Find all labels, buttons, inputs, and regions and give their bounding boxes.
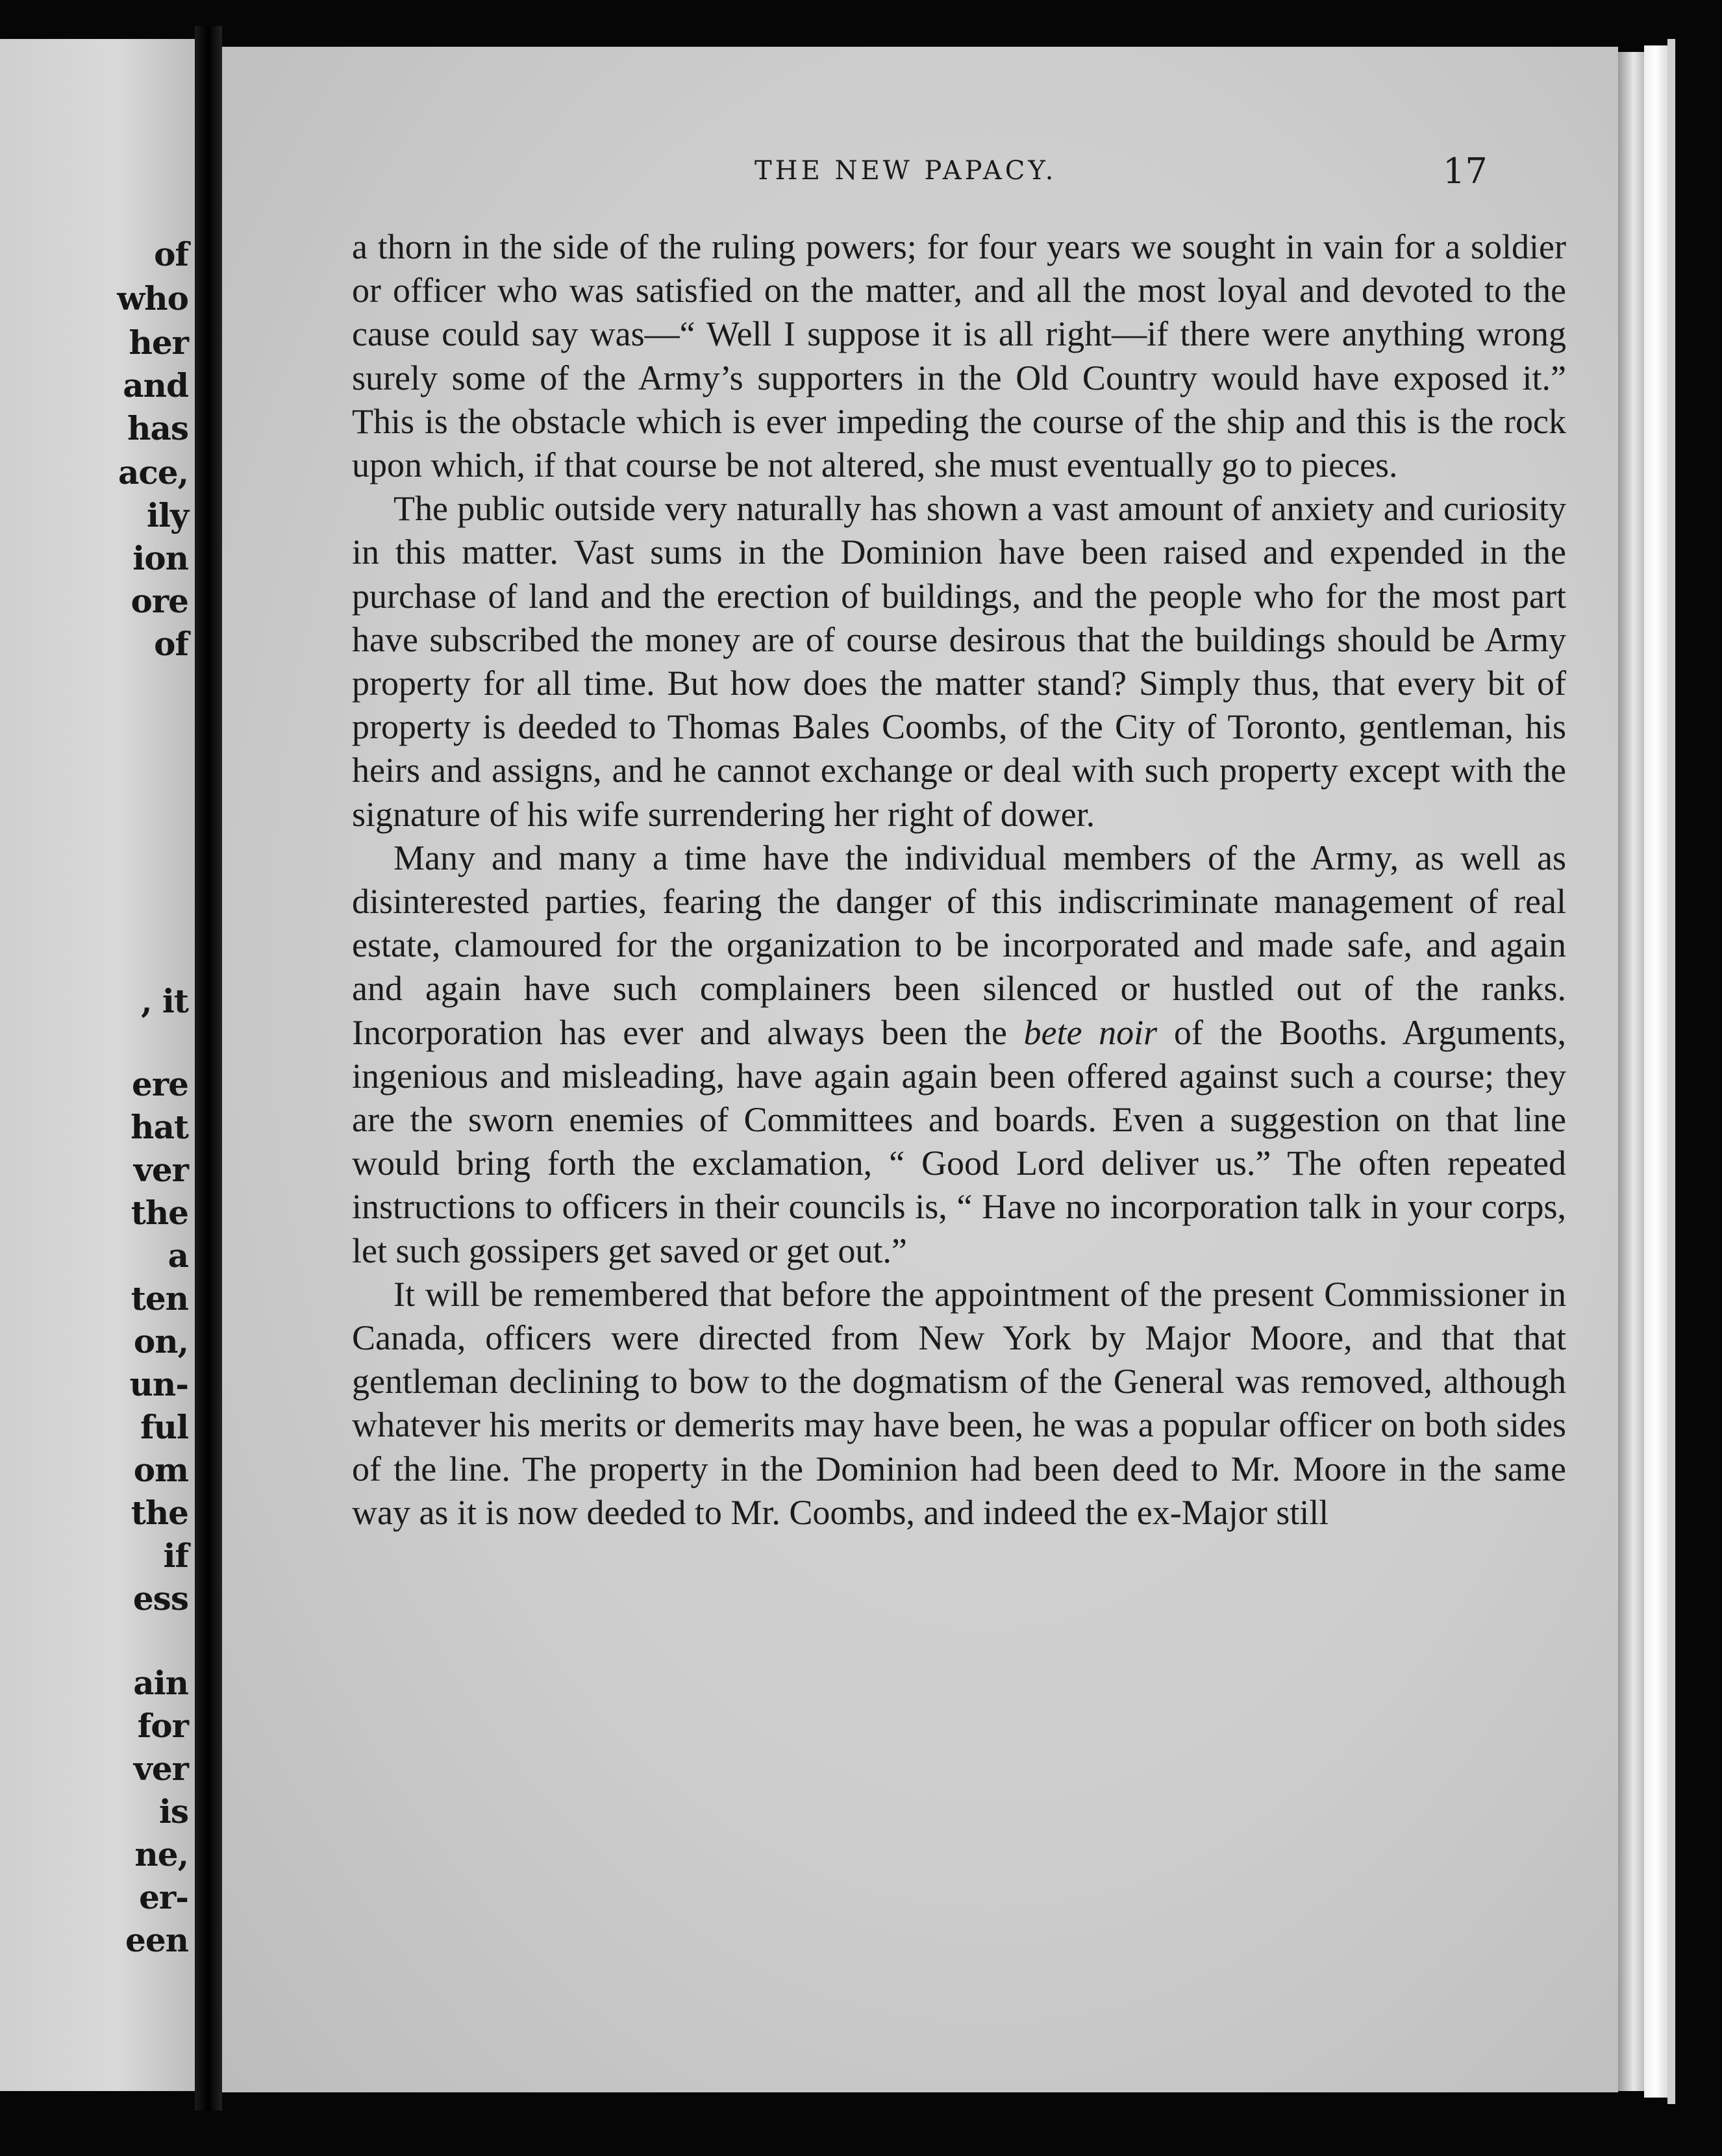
line-fragment: ere — [132, 1065, 188, 1103]
line-fragment: ion — [132, 539, 188, 577]
line-fragment: om — [133, 1451, 188, 1489]
line-fragment: ful — [140, 1408, 188, 1446]
line-fragment: ore — [131, 582, 188, 620]
paragraph-text: It will be remembered that before the appointment of the present Commissioner in Canada, officers were directed from New York by Major Moore, and that that gentleman declining to bow to the dogmatism of the General was removed, although whatever his merits or demerits may have been, he was a popular officer on both sides of the line. The property in the Dominion had been deed to Mr. Moore in the same way as it is now deeded to Mr. Coombs, and indeed the ex-Major still — [352, 1274, 1566, 1532]
page-number: 17 — [1443, 151, 1488, 192]
line-fragment: the — [131, 1494, 188, 1532]
line-fragment: ne, — [134, 1835, 188, 1874]
page-header — [222, 151, 1618, 208]
previous-page-fragment — [0, 39, 195, 2091]
line-fragment: and — [123, 366, 188, 405]
line-fragment: a — [168, 1236, 188, 1275]
paragraph — [352, 836, 1566, 1273]
page-edge — [1667, 39, 1675, 2104]
line-fragment: her — [129, 323, 188, 362]
page-edge — [1644, 45, 1667, 2098]
line-fragment: on, — [133, 1322, 188, 1360]
line-fragment: for — [137, 1707, 188, 1745]
paragraph-text: of the Booths. Arguments, ingenious and misleading, have again again been offered against such a course; they are the sworn enemies of Committees and boards. Even a suggestion on that line would bring forth the exclamation, “ Good Lord deliver us.” The often repeated instructions to officers in their councils is, “ Have no incorporation talk in your corps, let such gossipers get saved or get out.” — [352, 1012, 1566, 1270]
line-fragment: has — [127, 409, 188, 447]
line-fragment: if — [163, 1536, 188, 1575]
body-text — [352, 225, 1566, 1535]
line-fragment: of — [154, 625, 188, 663]
line-fragment: ain — [133, 1664, 188, 1702]
page-edge — [1618, 52, 1644, 2091]
line-fragment: een — [125, 1921, 188, 1959]
line-fragment: ace, — [118, 453, 188, 492]
line-fragment: who — [117, 279, 188, 318]
line-fragment: un- — [129, 1365, 188, 1403]
paragraph — [352, 1273, 1566, 1535]
running-title: THE NEW PAPACY. — [755, 156, 1057, 186]
paragraph-text: The public outside very naturally has shown a vast amount of anxiety and curiosity in this matter. Vast sums in the Dominion have been raised and expended in the purchase of land and the erection of buildings, and the people who for the most part have subscribed the money are of course desirous that the buildings should be Army property for all time. But how does the matter stand? Simply thus, that every bit of property is deeded to Thomas Bales Coombs, of the City of Toronto, gentleman, his heirs and assigns, and he cannot exchange or deal with such property except with the signature of his wife surrendering her right of dower. — [352, 489, 1566, 834]
book-spine — [195, 26, 222, 2111]
paragraph-text: Many and many a time have the individual members of the Army, as well as disinterested parties, fearing the danger of this indiscriminate management of real estate, clamoured for the organization to be incorporated and made safe, and again and again have such complainers been silenced or hustled out of the ranks. Incorporation has ever and always been the — [352, 838, 1566, 1052]
line-fragment: is — [158, 1792, 188, 1831]
paragraph — [352, 225, 1566, 487]
line-fragment: , it — [141, 982, 188, 1020]
line-fragment: ess — [132, 1579, 188, 1618]
line-fragment: hat — [131, 1108, 188, 1146]
line-fragment: of — [154, 235, 188, 273]
line-fragment: ver — [133, 1749, 188, 1788]
paragraph-text: a thorn in the side of the ruling powers; for four years we sought in vain for a soldier or officer who was satisfied on the matter, and all the most loyal and devoted to the cause could say was—“ Well I suppose it is all right—if there were anything wrong surely some of the Army’s supporters in the Old Country would have exposed it.” This is the obstacle which is ever impeding the course of the ship and this is the rock upon which, if that course be not altered, she must eventually go to pieces. — [352, 227, 1566, 485]
line-fragment: ily — [146, 496, 188, 534]
page — [222, 47, 1618, 2092]
line-fragment: er- — [139, 1878, 188, 1916]
line-fragment: ten — [131, 1279, 188, 1318]
paragraph — [352, 487, 1566, 836]
line-fragment: the — [131, 1194, 188, 1232]
line-fragment: ver — [133, 1151, 188, 1189]
italic-phrase: bete noir — [1023, 1012, 1158, 1052]
